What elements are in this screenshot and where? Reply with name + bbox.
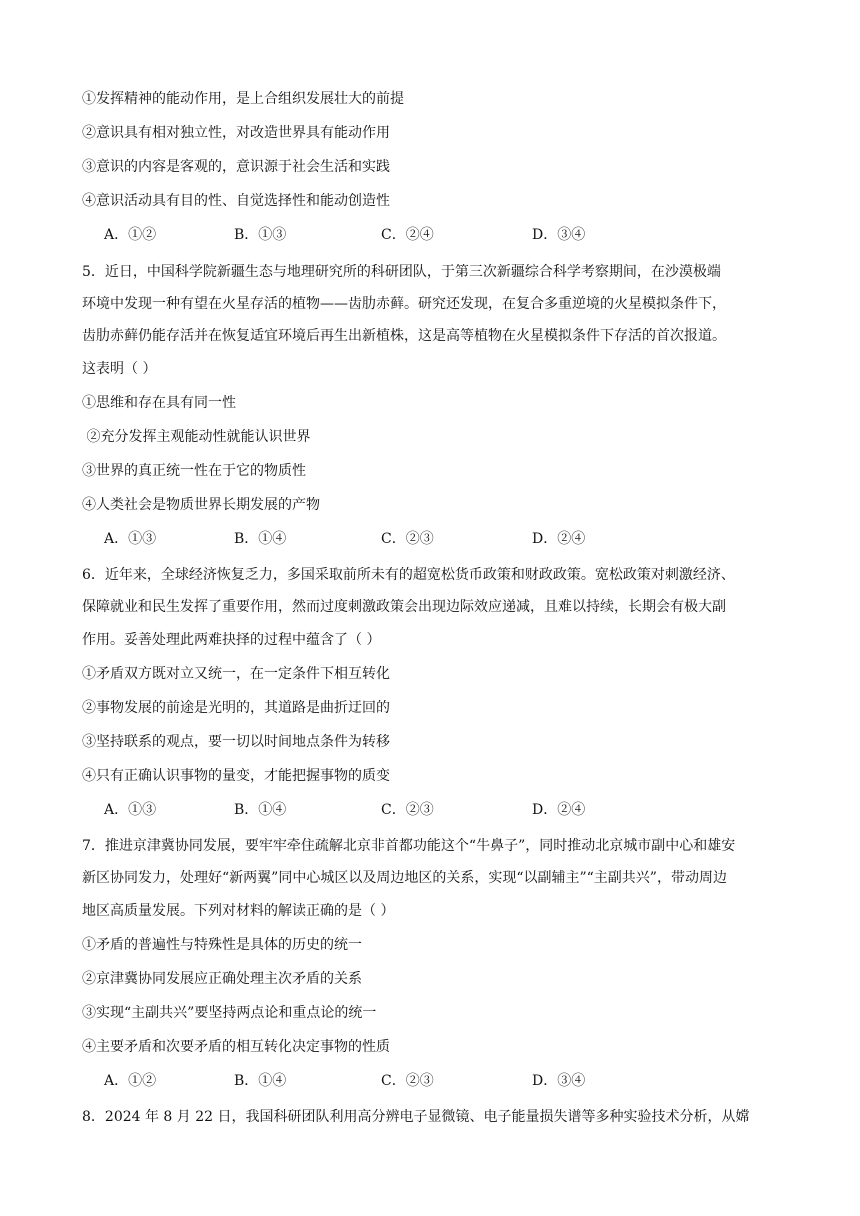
q6-statement-2: ②事物发展的前途是光明的，其道路是曲折迂回的 (82, 700, 390, 716)
q6-option-c[interactable]: C．②③ (381, 802, 434, 818)
q8-stem-line-1: 8．2024 年 8 月 22 日，我国科研团队利用高分辨电子显微镜、电子能量损失谱等多种实验技术分析，从嫦 (82, 1109, 750, 1125)
q6-statement-1: ①矛盾双方既对立又统一，在一定条件下相互转化 (82, 666, 390, 682)
q5-option-c[interactable]: C．②③ (381, 531, 434, 547)
q6-stem-line-3: 作用。妥善处理此两难抉择的过程中蕴含了（ ） (82, 632, 381, 648)
q7-statement-2: ②京津冀协同发展应正确处理主次矛盾的关系 (82, 971, 362, 987)
q6-option-b[interactable]: B．①④ (234, 802, 287, 818)
q4-statement-2: ②意识具有相对独立性，对改造世界具有能动作用 (82, 125, 390, 141)
q4-option-a[interactable]: A．①② (104, 227, 157, 243)
q4-statement-3: ③意识的内容是客观的，意识源于社会生活和实践 (82, 159, 390, 175)
q5-stem-line-4: 这表明（ ） (82, 361, 157, 377)
q7-stem-line-2: 新区协同发力，处理好“新两翼”同中心城区以及周边地区的关系，实现“以副辅主”“主副共兴”，带动周边 (82, 870, 727, 886)
q7-stem-line-3: 地区高质量发展。下列对材料的解读正确的是（ ） (82, 903, 395, 919)
q7-option-a[interactable]: A．①② (104, 1073, 157, 1089)
q6-option-d[interactable]: D．②④ (532, 802, 586, 818)
q5-options (104, 529, 804, 549)
q6-statement-4: ④只有正确认识事物的量变，才能把握事物的质变 (82, 768, 390, 784)
q5-statement-4: ④人类社会是物质世界长期发展的产物 (82, 497, 320, 513)
q5-stem-line-1: 5．近日，中国科学院新疆生态与地理研究所的科研团队，于第三次新疆综合科学考察期间，在沙漠极端 (82, 264, 721, 280)
q5-stem-line-2: 环境中发现一种有望在火星存活的植物——齿肋赤藓。研究还发现，在复合多重逆境的火星模拟条件下， (82, 296, 726, 312)
q5-statement-1: ①思维和存在具有同一性 (82, 395, 236, 411)
q6-statement-3: ③坚持联系的观点，要一切以时间地点条件为转移 (82, 734, 390, 750)
q5-statement-3: ③世界的真正统一性在于它的物质性 (82, 463, 306, 479)
q7-statement-1: ①矛盾的普遍性与特殊性是具体的历史的统一 (82, 937, 362, 953)
q5-statement-2: ②充分发挥主观能动性就能认识世界 (82, 429, 311, 445)
q5-option-d[interactable]: D．②④ (532, 531, 586, 547)
q4-option-b[interactable]: B．①③ (234, 227, 287, 243)
q7-options (104, 1071, 804, 1091)
q5-stem-line-3: 齿肋赤藓仍能存活并在恢复适宜环境后再生出新植株，这是高等植物在火星模拟条件下存活的首次报道。 (82, 328, 726, 344)
q6-stem-line-1: 6．近年来，全球经济恢复乏力，多国采取前所未有的超宽松货币政策和财政政策。宽松政策对刺激经济、 (82, 567, 735, 583)
q7-stem-line-1: 7．推进京津冀协同发展，要牢牢牵住疏解北京非首都功能这个“牛鼻子”，同时推动北京城市副中心和雄安 (82, 838, 736, 854)
q5-option-b[interactable]: B．①④ (234, 531, 287, 547)
q7-statement-4: ④主要矛盾和次要矛盾的相互转化决定事物的性质 (82, 1039, 390, 1055)
q7-option-d[interactable]: D．③④ (532, 1073, 586, 1089)
q7-statement-3: ③实现“主副共兴”要坚持两点论和重点论的统一 (82, 1005, 377, 1021)
q4-statement-4: ④意识活动具有目的性、自觉选择性和能动创造性 (82, 193, 390, 209)
q4-option-c[interactable]: C．②④ (381, 227, 434, 243)
q5-option-a[interactable]: A．①③ (104, 531, 157, 547)
q7-option-c[interactable]: C．②③ (381, 1073, 434, 1089)
q4-options (104, 225, 804, 245)
q4-option-d[interactable]: D．③④ (532, 227, 586, 243)
q7-option-b[interactable]: B．①④ (234, 1073, 287, 1089)
q6-stem-line-2: 保障就业和民生发挥了重要作用，然而过度刺激政策会出现边际效应递减，且难以持续，长期会有极大副 (82, 599, 726, 615)
q4-statement-1: ①发挥精神的能动作用，是上合组织发展壮大的前提 (82, 91, 404, 107)
q6-options (104, 800, 804, 820)
q6-option-a[interactable]: A．①③ (104, 802, 157, 818)
